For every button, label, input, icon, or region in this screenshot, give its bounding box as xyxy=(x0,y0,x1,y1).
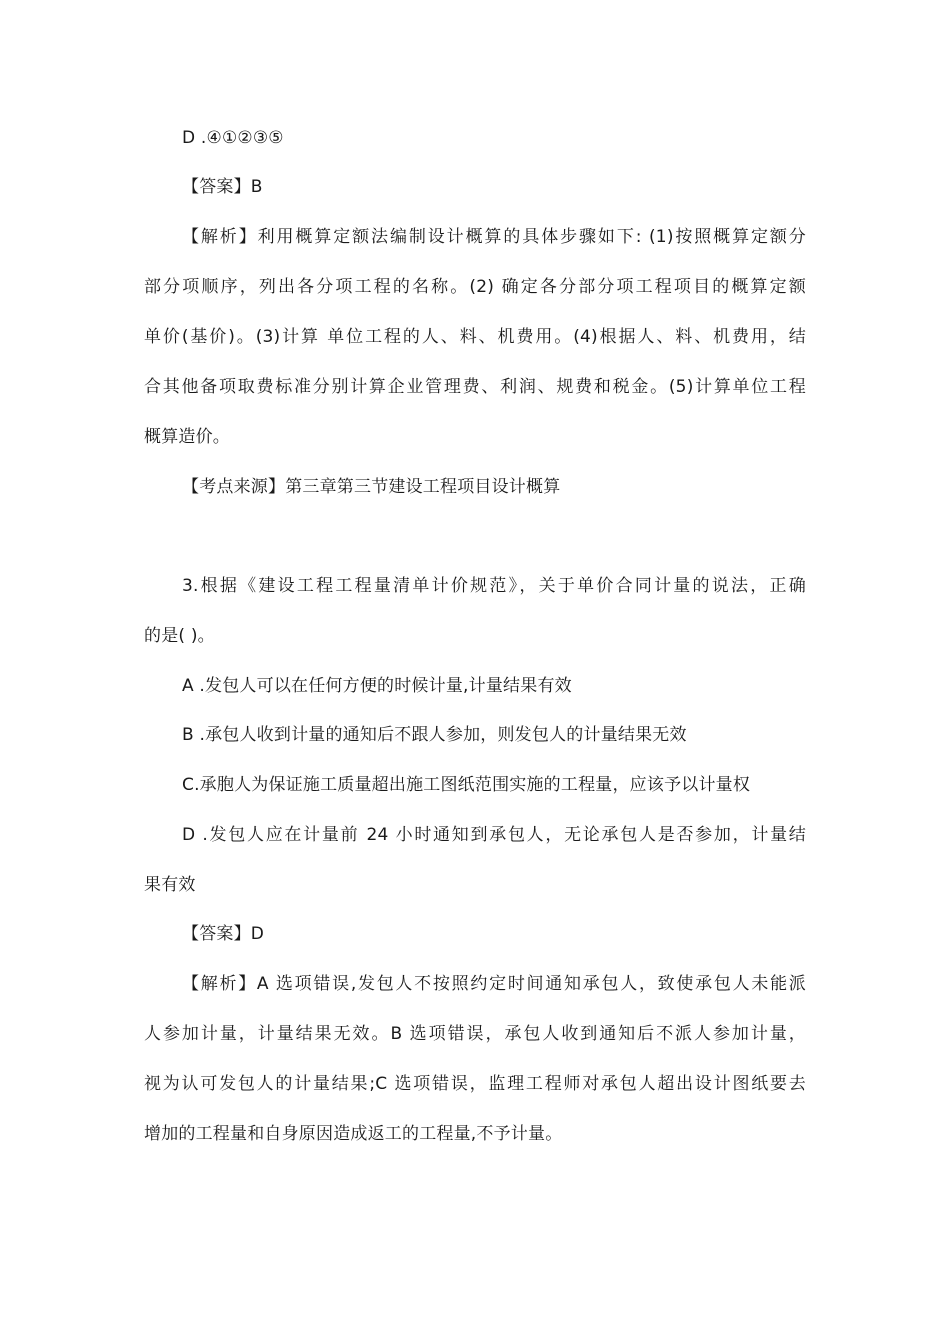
q3-stem-line-2: 的是( )。 xyxy=(144,626,215,646)
q3-option-a: A .发包人可以在任何方便的时候计量,计量结果有效 xyxy=(182,676,572,696)
q2-source: 【考点来源】第三章第三节建设工程项目设计概算 xyxy=(182,477,561,497)
q2-analysis-line-3: 单价(基价)。(3)计算 单位工程的人、料、机费用。(4)根据人、料、机费用，结 xyxy=(144,327,806,347)
q2-answer: 【答案】B xyxy=(182,177,263,197)
q3-option-c: C.承胞人为保证施工质量超出施工图纸范围实施的工程量，应该予以计量权 xyxy=(182,775,751,795)
q3-option-d-line-2: 果有效 xyxy=(144,875,196,895)
q3-analysis-line-1: 【解析】A 选项错误,发包人不按照约定时间通知承包人，致使承包人未能派 xyxy=(182,974,806,994)
q2-analysis-line-2: 部分项顺序，列出各分项工程的名称。(2) 确定各分部分项工程项目的概算定额 xyxy=(144,277,806,297)
q3-analysis-line-4: 增加的工程量和自身原因造成返工的工程量,不予计量。 xyxy=(144,1124,563,1144)
q3-analysis-line-3: 视为认可发包人的计量结果;C 选项错误，监理工程师对承包人超出设计图纸要去 xyxy=(144,1074,806,1094)
q3-option-d-line-1: D .发包人应在计量前 24 小时通知到承包人，无论承包人是否参加，计量结 xyxy=(182,825,806,845)
q2-analysis-line-5: 概算造价。 xyxy=(144,427,230,447)
q2-analysis-line-1: 【解析】利用概算定额法编制设计概算的具体步骤如下: (1)按照概算定额分 xyxy=(182,227,806,247)
q2-analysis-line-4: 合其他备项取费标准分别计算企业管理费、利润、规费和税金。(5)计算单位工程 xyxy=(144,377,806,397)
q3-option-b: B .承包人收到计量的通知后不跟人参加，则发包人的计量结果无效 xyxy=(182,725,687,745)
q3-answer: 【答案】D xyxy=(182,924,265,944)
q3-stem-line-1: 3.根据《建设工程工程量清单计价规范》，关于单价合同计量的说法，正确 xyxy=(182,576,806,596)
q2-option-d: D .④①②③⑤ xyxy=(182,128,284,148)
q3-analysis-line-2: 人参加计量，计量结果无效。B 选项错误，承包人收到通知后不派人参加计量， xyxy=(144,1024,806,1044)
